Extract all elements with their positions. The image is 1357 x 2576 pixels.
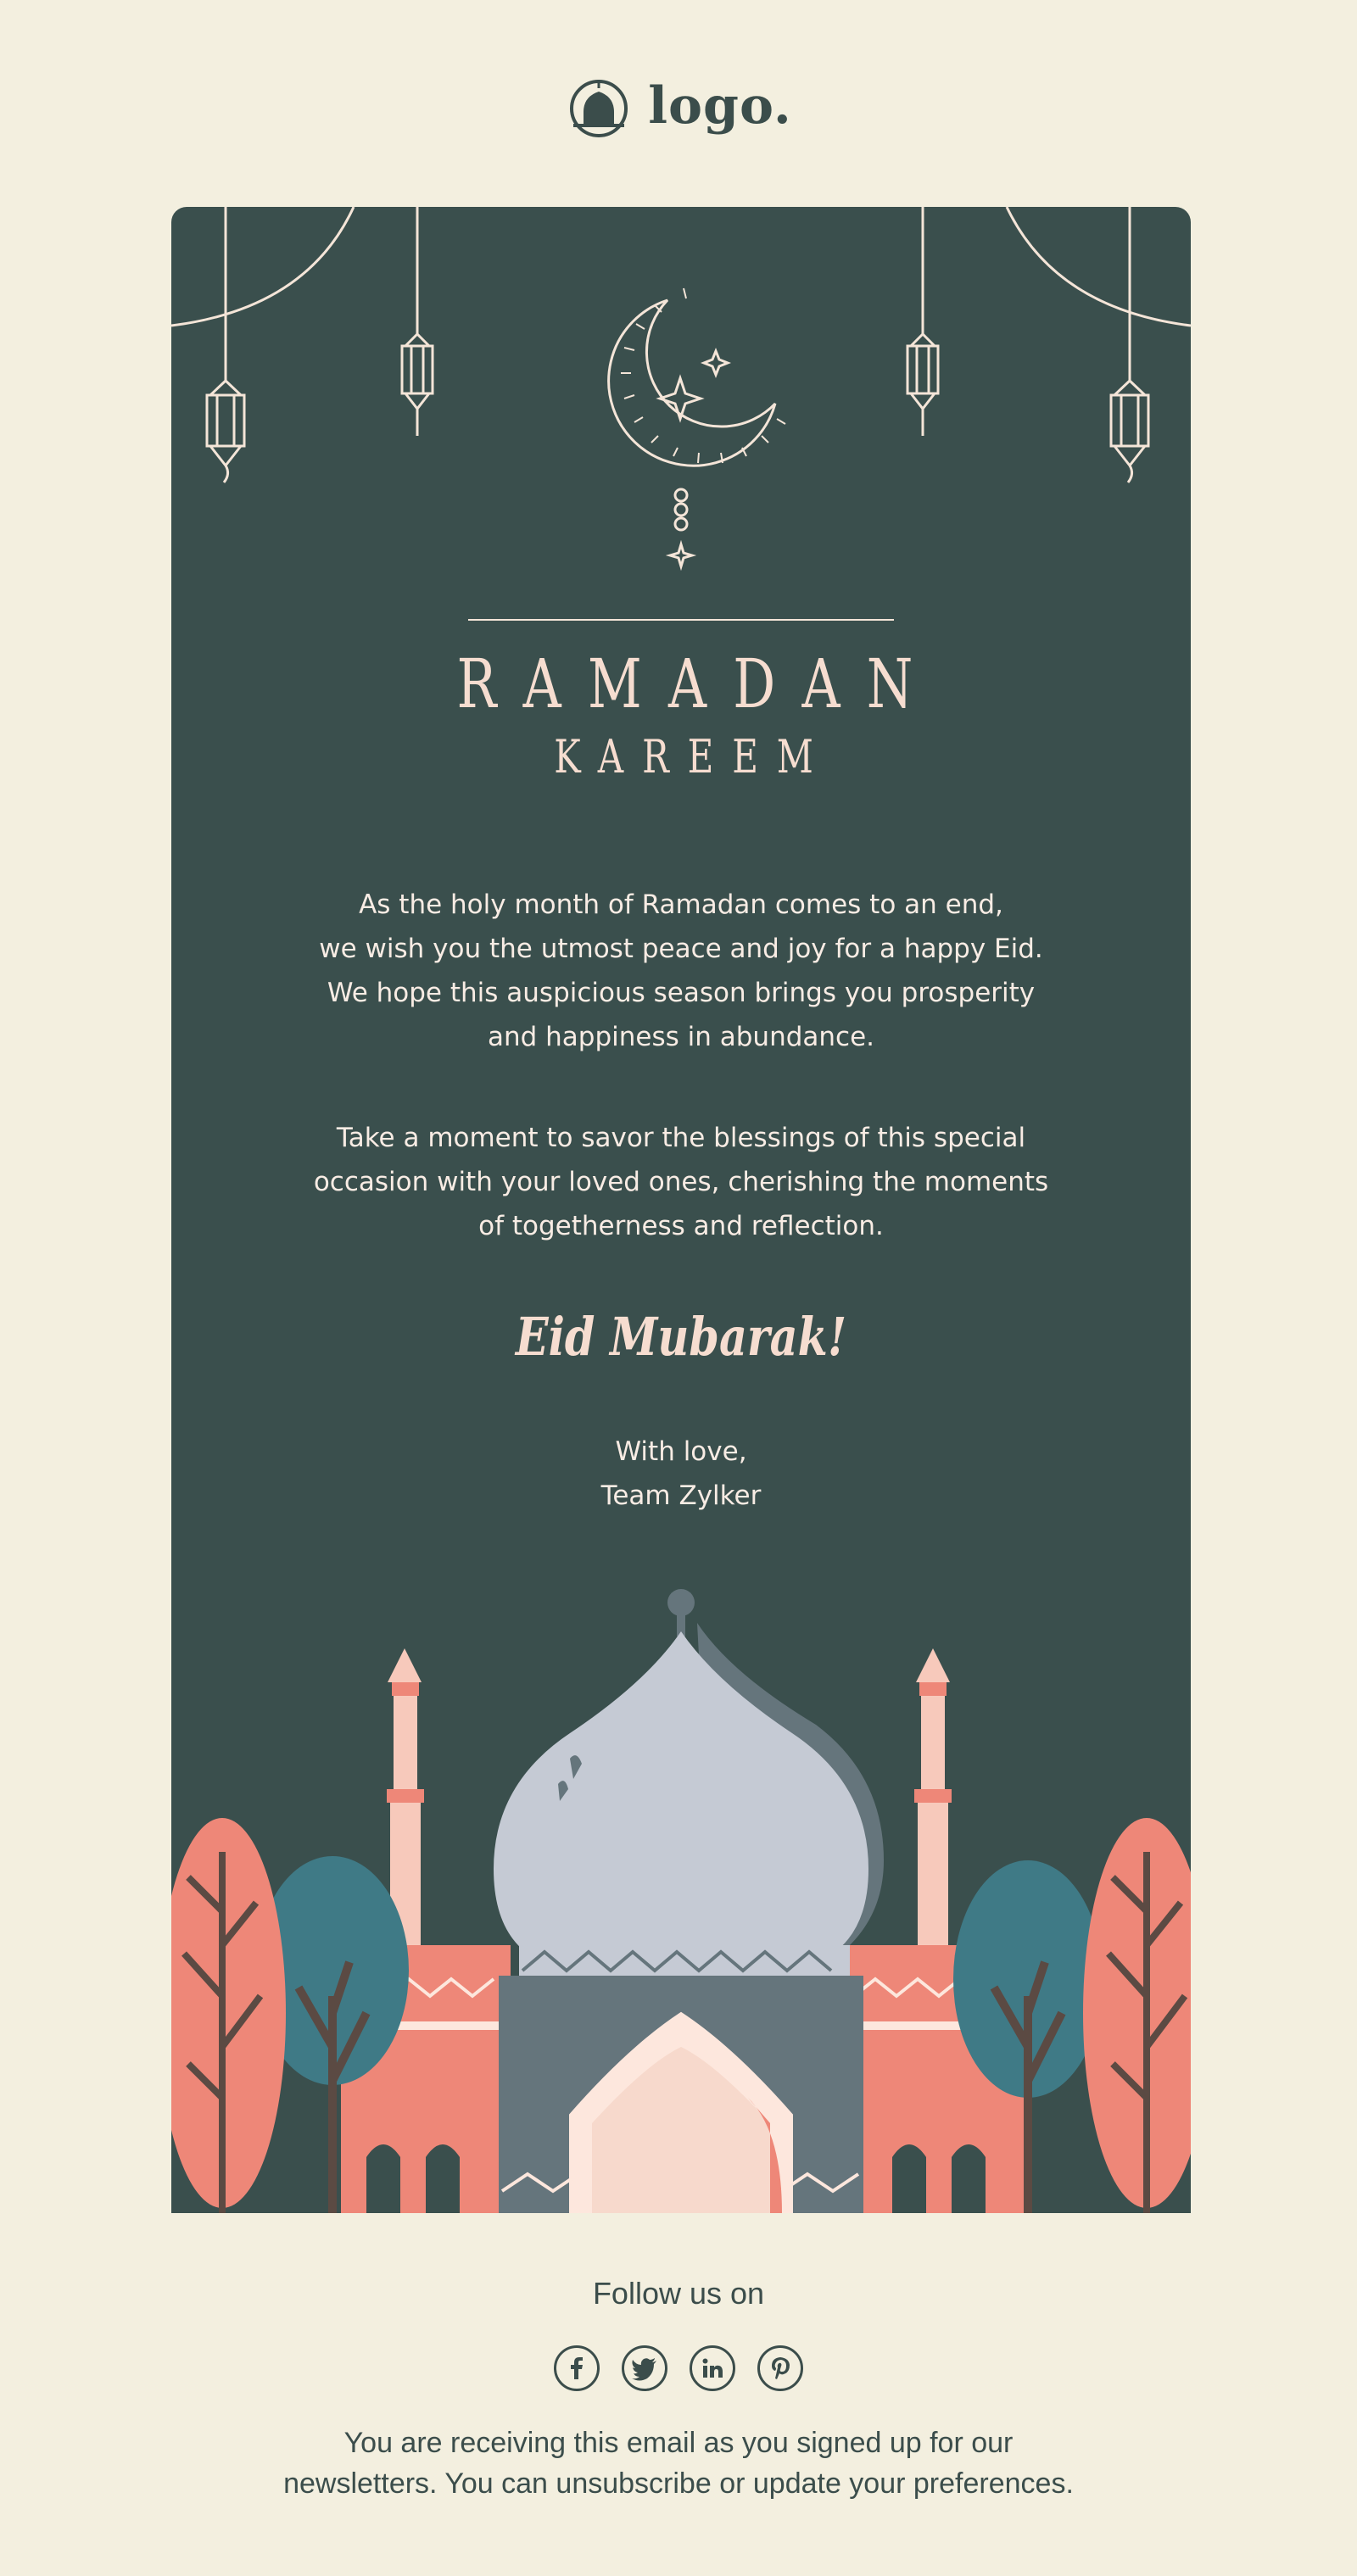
linkedin-icon[interactable] <box>690 2345 735 2391</box>
paragraph-line: of togetherness and reflection. <box>478 1211 884 1241</box>
mosque-illustration <box>171 1572 1191 2213</box>
paragraph-line: We hope this auspicious season brings you prosperity <box>327 978 1036 1008</box>
signoff <box>171 1430 1191 1518</box>
arch-left <box>171 207 354 326</box>
hero-title-block <box>171 619 1191 783</box>
lantern-icon <box>1111 207 1148 482</box>
facebook-icon[interactable] <box>554 2345 600 2391</box>
paragraph-line: Take a moment to savor the blessings of this special <box>336 1123 1026 1153</box>
minaret-right <box>914 1648 952 1947</box>
footer-note-line: newsletters. You can unsubscribe or update your preferences. <box>283 2467 1074 2500</box>
dome <box>494 1631 868 1954</box>
pinterest-icon[interactable] <box>757 2345 803 2391</box>
paragraph-line: occasion with your loved ones, cherishing the moments <box>313 1167 1049 1197</box>
crescent-moon-icon <box>609 288 785 566</box>
message-paragraph-2 <box>171 1116 1191 1248</box>
title-divider <box>468 619 894 621</box>
mosque-dome-icon <box>565 75 633 137</box>
hero-subtitle: KAREEM <box>554 730 832 783</box>
footer-note-line: You are receiving this email as you signed up for our <box>343 2427 1014 2459</box>
footer-note <box>0 2423 1357 2504</box>
logo-text: logo. <box>648 76 792 136</box>
follow-label: Follow us on <box>592 2276 765 2311</box>
lantern-icon <box>402 207 433 436</box>
message-paragraph-1 <box>171 883 1191 1059</box>
paragraph-line: and happiness in abundance. <box>487 1022 875 1052</box>
paragraph-line: As the holy month of Ramadan comes to an end, <box>359 889 1003 920</box>
arch-right <box>1007 207 1191 326</box>
lantern-icon <box>907 207 938 436</box>
logo[interactable] <box>0 75 1357 137</box>
eid-greeting: Eid Mubarak! <box>515 1306 847 1368</box>
twitter-icon[interactable] <box>622 2345 667 2391</box>
hero-decoration <box>171 207 1191 588</box>
signoff-line: With love, <box>615 1436 747 1467</box>
social-links <box>0 2345 1357 2391</box>
email-card <box>171 207 1191 2213</box>
lantern-icon <box>207 207 244 482</box>
signoff-name: Team Zylker <box>600 1480 762 1511</box>
paragraph-line: we wish you the utmost peace and joy for a happy Eid. <box>319 934 1043 964</box>
hero-title: RAMADAN <box>456 644 940 723</box>
